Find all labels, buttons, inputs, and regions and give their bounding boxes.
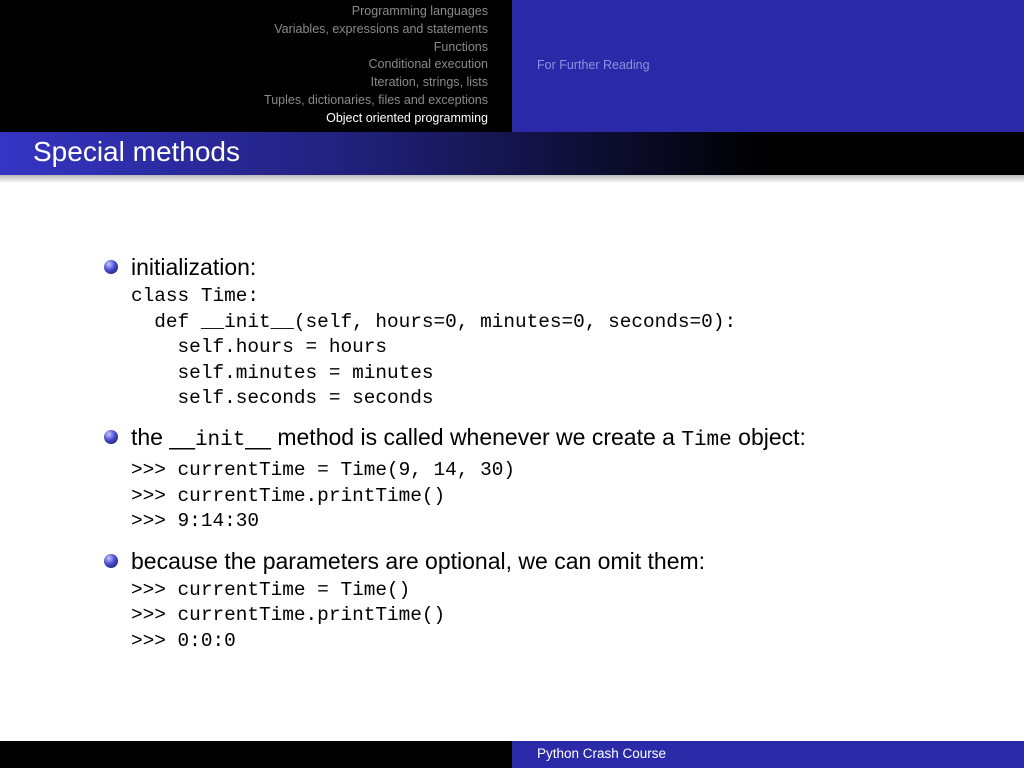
nav-section-functions[interactable]: Functions <box>433 39 488 54</box>
code-block: class Time: def __init__(self, hours=0, minutes=0, seconds=0): self.hours = hours self.minutes = minutes self.seconds = seconds <box>131 285 737 410</box>
nav-section-tuples[interactable]: Tuples, dictionaries, files and exceptions <box>264 92 488 107</box>
frame-title: Special methods <box>33 136 241 167</box>
nav-section-variables[interactable]: Variables, expressions and statements <box>274 21 488 36</box>
bullet-icon <box>104 554 118 568</box>
frame-title-bar <box>0 132 1024 175</box>
section-list <box>264 3 488 128</box>
footer-left <box>0 741 512 768</box>
bullet-icon <box>104 430 118 444</box>
bullet-item <box>0 250 1024 284</box>
bullet-text: initialization: <box>131 254 257 280</box>
inline-code: init <box>194 428 246 452</box>
title-shadow <box>0 175 1024 183</box>
nav-section-iteration[interactable]: Iteration, strings, lists <box>370 75 488 90</box>
bullet-text: because the parameters are optional, we can omit them: <box>131 547 706 574</box>
inline-code: Time <box>681 428 732 452</box>
header-section-nav <box>0 0 512 132</box>
nav-section-oop[interactable]: Object oriented programming <box>326 110 488 125</box>
footer-right <box>512 741 1024 768</box>
nav-section-conditional[interactable]: Conditional execution <box>368 57 488 72</box>
code-block: >>> currentTime = Time() >>> currentTime.printTime() >>> 0:0:0 <box>131 578 446 652</box>
nav-section-further-reading[interactable]: For Further Reading <box>537 58 650 72</box>
slide-content <box>0 250 1024 655</box>
bullet-text: the __init__ method is called whenever we create a Time object: <box>131 423 806 452</box>
bullet-item <box>0 420 1024 458</box>
nav-section-programming-languages[interactable]: Programming languages <box>351 4 488 18</box>
footer-title: Python Crash Course <box>537 746 667 761</box>
bullet-item <box>0 544 1024 578</box>
bullet-icon <box>104 260 118 274</box>
code-block: >>> currentTime = Time(9, 14, 30) >>> currentTime.printTime() >>> 9:14:30 <box>131 458 515 533</box>
header-right-panel <box>512 0 1024 132</box>
